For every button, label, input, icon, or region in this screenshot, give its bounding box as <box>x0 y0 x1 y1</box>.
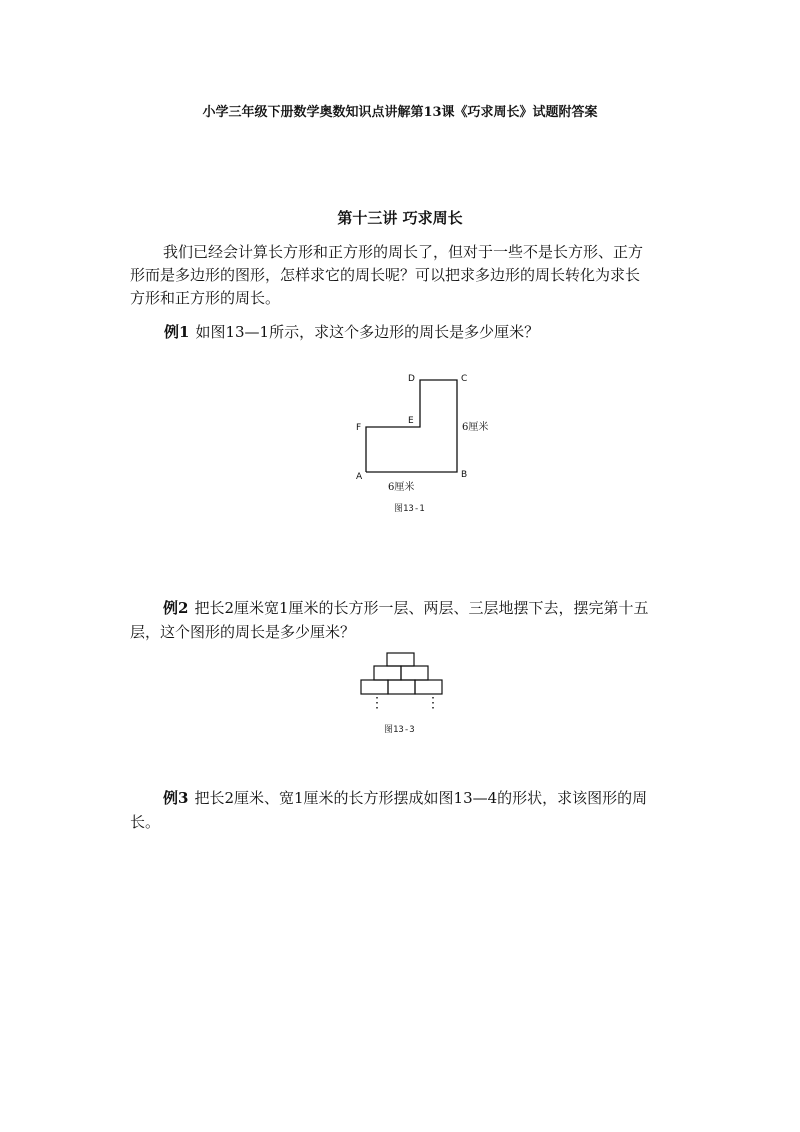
right-dimension-label: 6厘米 <box>462 422 489 433</box>
brick-row2-2 <box>401 666 428 680</box>
brick-row3-1 <box>361 680 388 694</box>
example-2-line-1: 把长2厘米宽1厘米的长方形一层、两层、三层地摆下去，摆完第十五 <box>194 599 649 617</box>
point-label-d: D <box>408 374 415 384</box>
continuation-dots-left: ⋮ <box>370 695 384 711</box>
document-title: 小学三年级下册数学奥数知识点讲解第13课《巧求周长》试题附答案 <box>202 105 598 120</box>
point-label-f: F <box>356 423 362 433</box>
example-3-line-2: 长。 <box>130 813 161 831</box>
intro-line-2: 形而是多边形的图形，怎样求它的周长呢？可以把求多边形的周长转化为求长 <box>130 266 641 284</box>
figure-13-1-caption: 图13-1 <box>394 504 425 514</box>
point-label-e: E <box>408 416 414 426</box>
figure-13-3-caption: 图13-3 <box>384 725 415 735</box>
point-label-a: A <box>356 472 363 482</box>
example-3-line-1: 把长2厘米、宽1厘米的长方形摆成如图13—4的形状，求该图形的周 <box>194 789 648 807</box>
example-1-label: 例1 <box>164 323 190 341</box>
point-label-b: B <box>461 470 468 480</box>
brick-row3-2 <box>388 680 415 694</box>
intro-line-1: 我们已经会计算长方形和正方形的周长了，但对于一些不是长方形、正方 <box>163 243 644 261</box>
intro-line-3: 方形和正方形的周长。 <box>130 289 281 307</box>
example-2-line-2: 层，这个图形的周长是多少厘米？ <box>130 623 356 641</box>
brick-row2-1 <box>374 666 401 680</box>
lecture-title: 第十三讲 巧求周长 <box>337 209 463 227</box>
example-1-text: 如图13—1所示，求这个多边形的周长是多少厘米？ <box>195 323 540 341</box>
brick-row1-1 <box>387 653 414 666</box>
continuation-dots-right: ⋮ <box>426 695 440 711</box>
example-3-label: 例3 <box>163 789 189 807</box>
example-3 <box>130 786 647 834</box>
brick-row3-3 <box>415 680 442 694</box>
bottom-dimension-label: 6厘米 <box>388 482 415 493</box>
example-2-label: 例2 <box>163 599 189 617</box>
point-label-c: C <box>461 374 468 384</box>
